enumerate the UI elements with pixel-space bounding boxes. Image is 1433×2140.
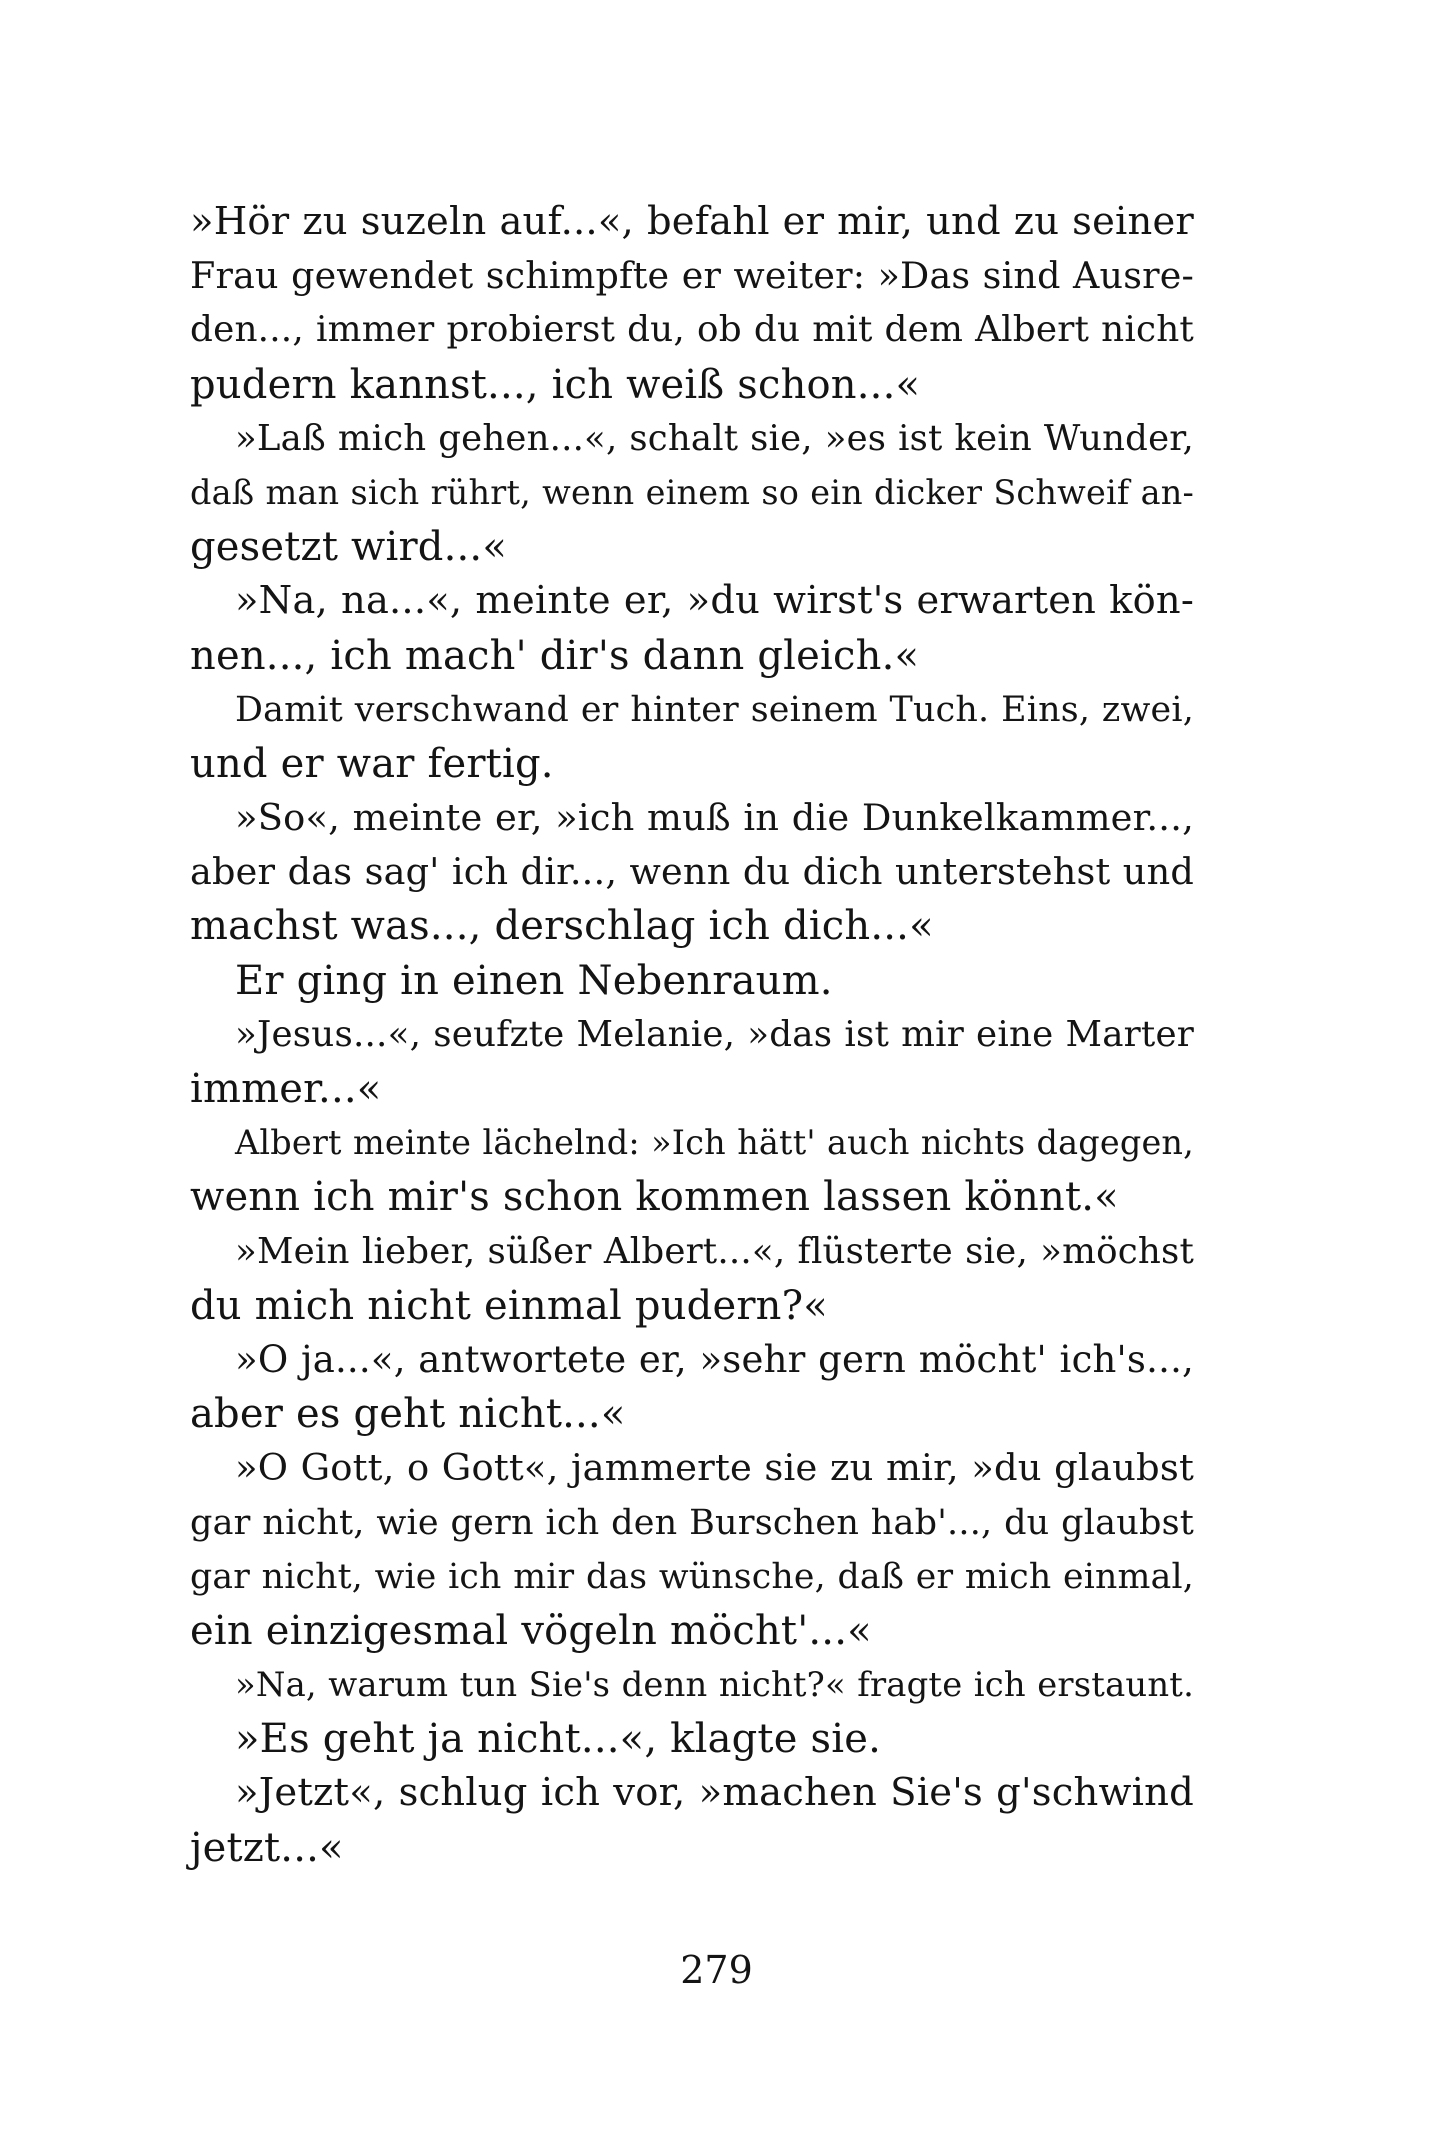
- text-line: du mich nicht einmal pudern?«: [190, 1282, 828, 1329]
- text-line: machst was..., derschlag ich dich...«: [190, 903, 934, 950]
- text-line: jetzt...«: [190, 1824, 344, 1871]
- text-line: und er war fertig.: [190, 740, 554, 787]
- text-line: »Jesus...«, seufzte Melanie, »das ist mir eine Marter: [235, 1013, 1194, 1055]
- text-line: pudern kannst..., ich weiß schon...«: [190, 361, 921, 408]
- text-line: ein einzigesmal vögeln möcht'...«: [190, 1607, 872, 1654]
- body-text: [190, 195, 1194, 1875]
- text-line: aber das sag' ich dir..., wenn du dich unterstehst und: [190, 850, 1194, 894]
- text-line: den..., immer probierst du, ob du mit dem Albert nicht: [190, 309, 1194, 351]
- text-line: »Na, warum tun Sie's denn nicht?« fragte ich erstaunt.: [235, 1665, 1194, 1705]
- text-line: »Es geht ja nicht...«, klagte sie.: [235, 1716, 881, 1763]
- page-number: 279: [680, 1948, 753, 1992]
- text-line: »So«, meinte er, »ich muß in die Dunkelkammer...,: [235, 796, 1194, 840]
- text-line: Damit verschwand er hinter seinem Tuch. Eins, zwei,: [235, 689, 1194, 730]
- text-line: immer...«: [190, 1066, 382, 1112]
- text-line: aber es geht nicht...«: [190, 1391, 626, 1438]
- text-line: Er ging in einen Nebenraum.: [235, 957, 833, 1004]
- text-line: nen..., ich mach' dir's dann gleich.«: [190, 632, 920, 679]
- text-line: wenn ich mir's schon kommen lassen könnt.«: [190, 1174, 1119, 1221]
- text-line: daß man sich rührt, wenn einem so ein dicker Schweif an-: [190, 472, 1194, 512]
- text-line: »O ja...«, antwortete er, »sehr gern möcht' ich's...,: [235, 1337, 1194, 1381]
- text-line: Frau gewendet schimpfte er weiter: »Das sind Ausre-: [190, 254, 1194, 298]
- text-line: »Hör zu suzeln auf...«, befahl er mir, und zu seiner: [190, 199, 1194, 244]
- text-line: »Jetzt«, schlug ich vor, »machen Sie's g'schwind: [235, 1770, 1194, 1816]
- text-line: gesetzt wird...«: [190, 524, 507, 571]
- text-line: »Na, na...«, meinte er, »du wirst's erwarten kön-: [235, 578, 1194, 624]
- text-line: gar nicht, wie ich mir das wünsche, daß er mich einmal,: [190, 1556, 1194, 1597]
- text-line: »Mein lieber, süßer Albert...«, flüsterte sie, »möchst: [235, 1230, 1194, 1272]
- text-line: »Laß mich gehen...«, schalt sie, »es ist kein Wunder,: [235, 417, 1194, 459]
- text-line: Albert meinte lächelnd: »Ich hätt' auch nichts dagegen,: [235, 1123, 1194, 1163]
- text-line: »O Gott, o Gott«, jammerte sie zu mir, »du glaubst: [235, 1446, 1194, 1490]
- text-line: gar nicht, wie gern ich den Burschen hab'..., du glaubst: [190, 1502, 1194, 1543]
